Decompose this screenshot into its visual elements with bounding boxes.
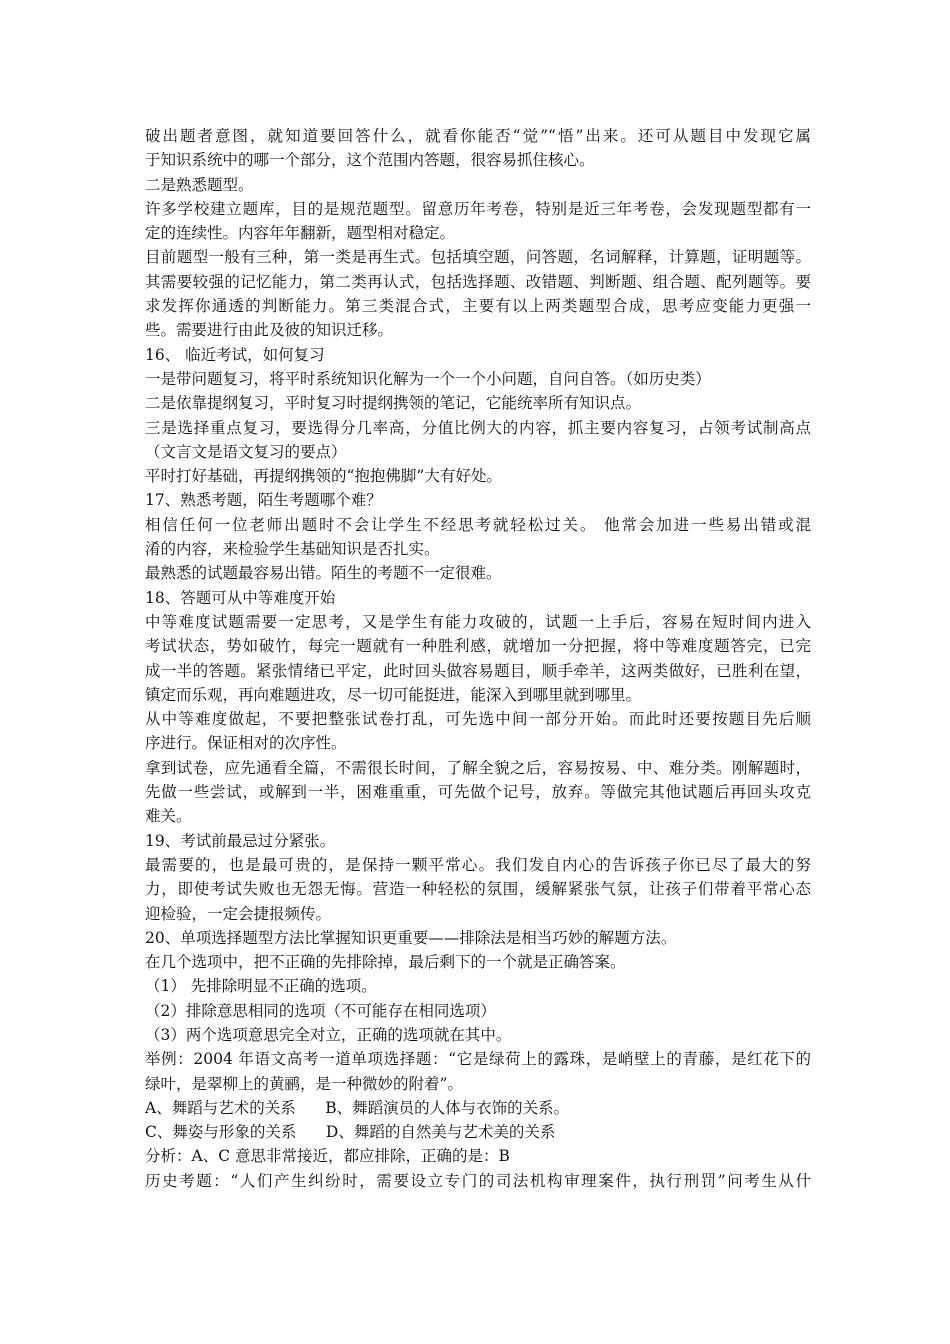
text-line: 一是带问题复习，将平时系统知识化解为一个一个小问题，自问自答。（如历史类）: [145, 369, 711, 388]
text-line: 先做一些尝试，或解到一半，困难重重，可先做个记号，放弃。等做完其他试题后再回头攻克: [145, 783, 811, 802]
text-line: 17、熟悉考题，陌生考题哪个难？: [145, 491, 382, 510]
text-line: 最熟悉的试题最容易出错。陌生的考题不一定很难。: [145, 564, 502, 583]
text-line: 其需要较强的记忆能力，第二类再认式，包括选择题、改错题、判断题、组合题、配列题等。要: [145, 272, 811, 291]
text-line: 二是熟悉题型。: [145, 175, 254, 194]
text-line: 迎检验，一定会捷报频传。: [145, 904, 332, 923]
text-line: 些。需要进行由此及彼的知识迁移。: [145, 321, 394, 340]
text-line: 破出题者意图，就知道要回答什么，就看你能否“觉”“悟”出来。还可从题目中发现它属: [145, 127, 811, 145]
text-line: 16、 临近考试，如何复习: [145, 345, 325, 364]
text-line: 分析：A、C 意思非常接近，都应排除，正确的是：B: [145, 1147, 510, 1166]
text-line: 成一半的答题。紧张情绪已平定，此时回头做容易题目，顺手牵羊，这两类做好，已胜利在望，: [145, 661, 811, 680]
text-line: C、舞姿与形象的关系 D、舞蹈的自然美与艺术美的关系: [145, 1123, 556, 1142]
text-line: 求发挥你通透的判断能力。第三类混合式，主要有以上两类题型合成，思考应变能力更强一: [145, 297, 811, 316]
text-line: （3）两个选项意思完全对立，正确的选项就在其中。: [145, 1025, 512, 1044]
text-line: 中等难度试题需要一定思考，又是学生有能力攻破的，试题一上手后，容易在短时间内进入: [145, 612, 811, 631]
text-line: 序进行。保证相对的次序性。: [145, 734, 347, 753]
text-line: 在几个选项中，把不正确的先排除掉，最后剩下的一个就是正确答案。: [145, 953, 626, 972]
text-line: 历史考题：“人们产生纠纷时，需要设立专门的司法机构审理案件，执行刑罚”问考生从什: [145, 1171, 811, 1190]
text-line: 镇定而乐观，再向难题进攻，尽一切可能挺进，能深入到哪里就到哪里。: [145, 685, 642, 704]
text-line: 考试状态，势如破竹，每完一题就有一种胜利感，就增加一分把握，将中等难度题答完，已完: [145, 637, 811, 656]
text-line: 相信任何一位老师出题时不会让学生不经思考就轻松过关。 他常会加进一些易出错或混: [145, 515, 811, 534]
text-line: 力，即使考试失败也无怨无悔。营造一种轻松的氛围，缓解紧张气氛，让孩子们带着平常心态: [145, 880, 811, 899]
text-line: 举例：2004 年语文高考一道单项选择题：“它是绿荷上的露珠，是峭壁上的青藤，是红花下的: [145, 1050, 811, 1069]
text-line: 19、考试前最忌过分紧张。: [145, 831, 336, 850]
text-line: 定的连续性。内容年年翻新，题型相对稳定。: [145, 224, 456, 243]
text-line: （1） 先排除明显不正确的选项。: [145, 977, 377, 996]
document-body: [145, 124, 811, 1193]
text-line: 目前题型一般有三种，第一类是再生式。包括填空题，问答题，名词解释，计算题，证明题等。: [145, 248, 811, 267]
text-line: 二是依靠提纲复习，平时复习时提纲携领的笔记，它能统率所有知识点。: [145, 394, 642, 413]
text-line: 三是选择重点复习，要选得分几率高，分值比例大的内容，抓主要内容复习，占领考试制高点: [145, 418, 811, 437]
text-line: A、舞蹈与艺术的关系 B、舞蹈演员的人体与衣饰的关系。: [145, 1098, 570, 1117]
text-line: 平时打好基础，再提纲携领的“抱抱佛脚”大有好处。: [145, 467, 502, 486]
text-line: （文言文是语文复习的要点）: [145, 442, 347, 461]
text-line: 从中等难度做起，不要把整张试卷打乱，可先选中间一部分开始。而此时还要按题目先后顺: [145, 710, 811, 729]
text-line: 绿叶，是翠柳上的黄鹂，是一种微妙的附着”。: [145, 1074, 463, 1093]
text-line: 难关。: [145, 807, 192, 826]
text-line: 最需要的，也是最可贵的，是保持一颗平常心。我们发自内心的告诉孩子你已尽了最大的努: [145, 855, 811, 874]
text-line: 拿到试卷，应先通看全篇，不需很长时间，了解全貌之后，容易按易、中、难分类。刚解题时，: [145, 758, 811, 777]
text-line: 淆的内容，来检验学生基础知识是否扎实。: [145, 540, 440, 559]
text-line: 于知识系统中的哪一个部分，这个范围内答题，很容易抓住核心。: [145, 151, 595, 170]
text-line: （2）排除意思相同的选项（不可能存在相同选项）: [145, 1001, 496, 1020]
text-line: 许多学校建立题库，目的是规范题型。留意历年考卷，特别是近三年考卷，会发现题型都有一: [145, 199, 811, 218]
text-line: 20、单项选择题型方法比掌握知识更重要——排除法是相当巧妙的解题方法。: [145, 928, 677, 947]
text-line: 18、答题可从中等难度开始: [145, 588, 336, 607]
